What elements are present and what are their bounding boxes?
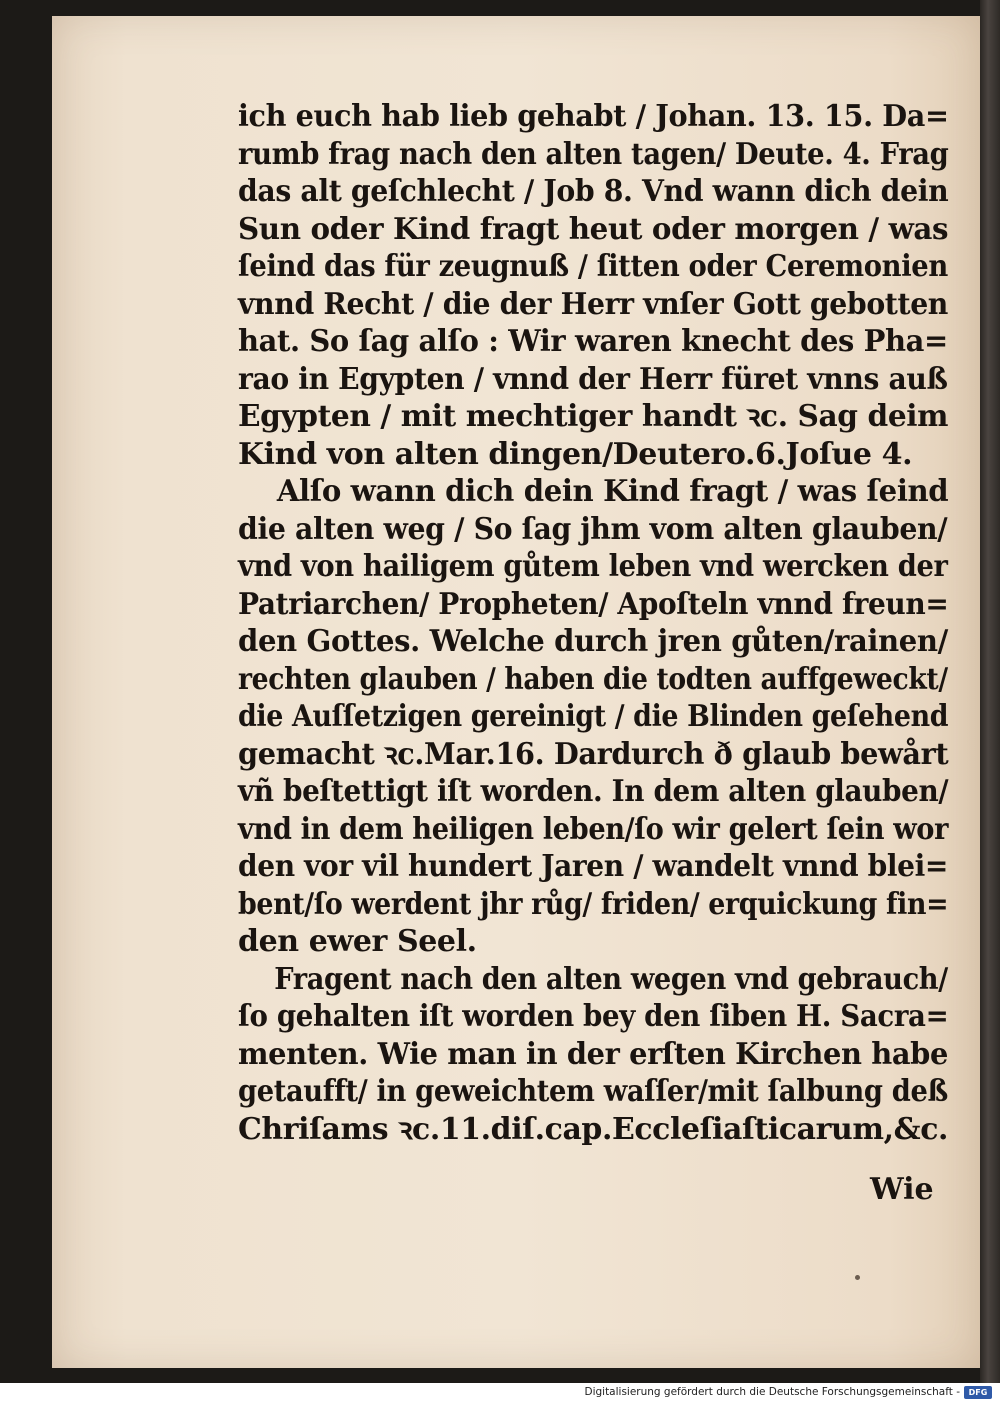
text-line: Kind von alten dingen/Deutero.6.Joſue 4. — [238, 436, 913, 472]
text-line: Fragent nach den alten wegen vnd gebrauch/ — [274, 961, 948, 997]
text-line: vñ beſtettigt iſt worden. In dem alten glauben/ — [238, 774, 949, 809]
text-line: menten. Wie man in der erſten Kirchen habe — [238, 1036, 948, 1072]
text-line: gemacht ꝛc.Mar.16. Dardurch ð glaub bewårt — [238, 736, 949, 772]
text-line: Egypten / mit mechtiger handt ꝛc. Sag deim — [238, 399, 949, 434]
text-line: getaufft/ in geweichtem waſſer/mit ſalbung deß — [238, 1074, 948, 1109]
text-line: Chriſams ꝛc.11.diſ.cap.Eccleſiaſticarum,&c. — [238, 1111, 949, 1147]
text-line: vnd von hailigem gůtem leben vnd wercken der — [238, 549, 948, 584]
text-line: bent/ſo werdent jhr růg/ friden/ erquickung fin= — [238, 886, 949, 922]
text-line: den ewer Seel. — [238, 924, 477, 959]
catchword: Wie — [870, 1172, 934, 1207]
dfg-logo: DFG — [964, 1386, 992, 1399]
text-line: vnd in dem heiligen leben/ſo wir gelert ſein wor — [238, 811, 949, 847]
text-line: rechten glauben / haben die todten auffgeweckt/ — [238, 661, 948, 697]
text-line: Alſo wann dich dein Kind fragt / was ſeind — [276, 474, 949, 509]
text-line: rao in Egypten / vnnd der Herr füret vnns auß — [238, 361, 948, 397]
text-line: den vor vil hundert Jaren / wandelt vnnd blei= — [238, 849, 949, 884]
text-line: vnnd Recht / die der Herr vnſer Gott gebotten — [238, 286, 949, 322]
text-line: das alt geſchlecht / Job 8. Vnd wann dich dein — [238, 174, 949, 209]
text-line: den Gottes. Welche durch jren gůten/rainen/ — [238, 624, 948, 659]
text-line: ich euch hab lieb gehabt / Johan. 13. 15. Da= — [238, 99, 949, 134]
page-text-block — [238, 98, 948, 1148]
text-line: die Auſſetzigen gereinigt / die Blinden geſehend — [238, 699, 949, 734]
page-edge-shadow — [980, 0, 1000, 1383]
text-line: Patriarchen/ Propheten/ Apoſteln vnnd freun= — [238, 586, 949, 622]
paper-speck — [855, 1275, 860, 1280]
text-line: die alten weg / So ſag jhm vom alten glauben/ — [238, 511, 948, 547]
text-line: hat. So ſag alſo : Wir waren knecht des Pha= — [238, 324, 948, 359]
text-line: ſo gehalten iſt worden bey den ſiben H. Sacra= — [238, 999, 949, 1034]
footer-credit: Digitalisierung gefördert durch die Deutsche Forschungsgemeinschaft - — [584, 1386, 960, 1398]
text-line: ſeind das für zeugnuß / ſitten oder Ceremonien — [238, 249, 948, 284]
text-line: rumb frag nach den alten tagen/ Deute. 4. Frag — [238, 136, 949, 172]
text-line: Sun oder Kind fragt heut oder morgen / was — [238, 211, 949, 247]
